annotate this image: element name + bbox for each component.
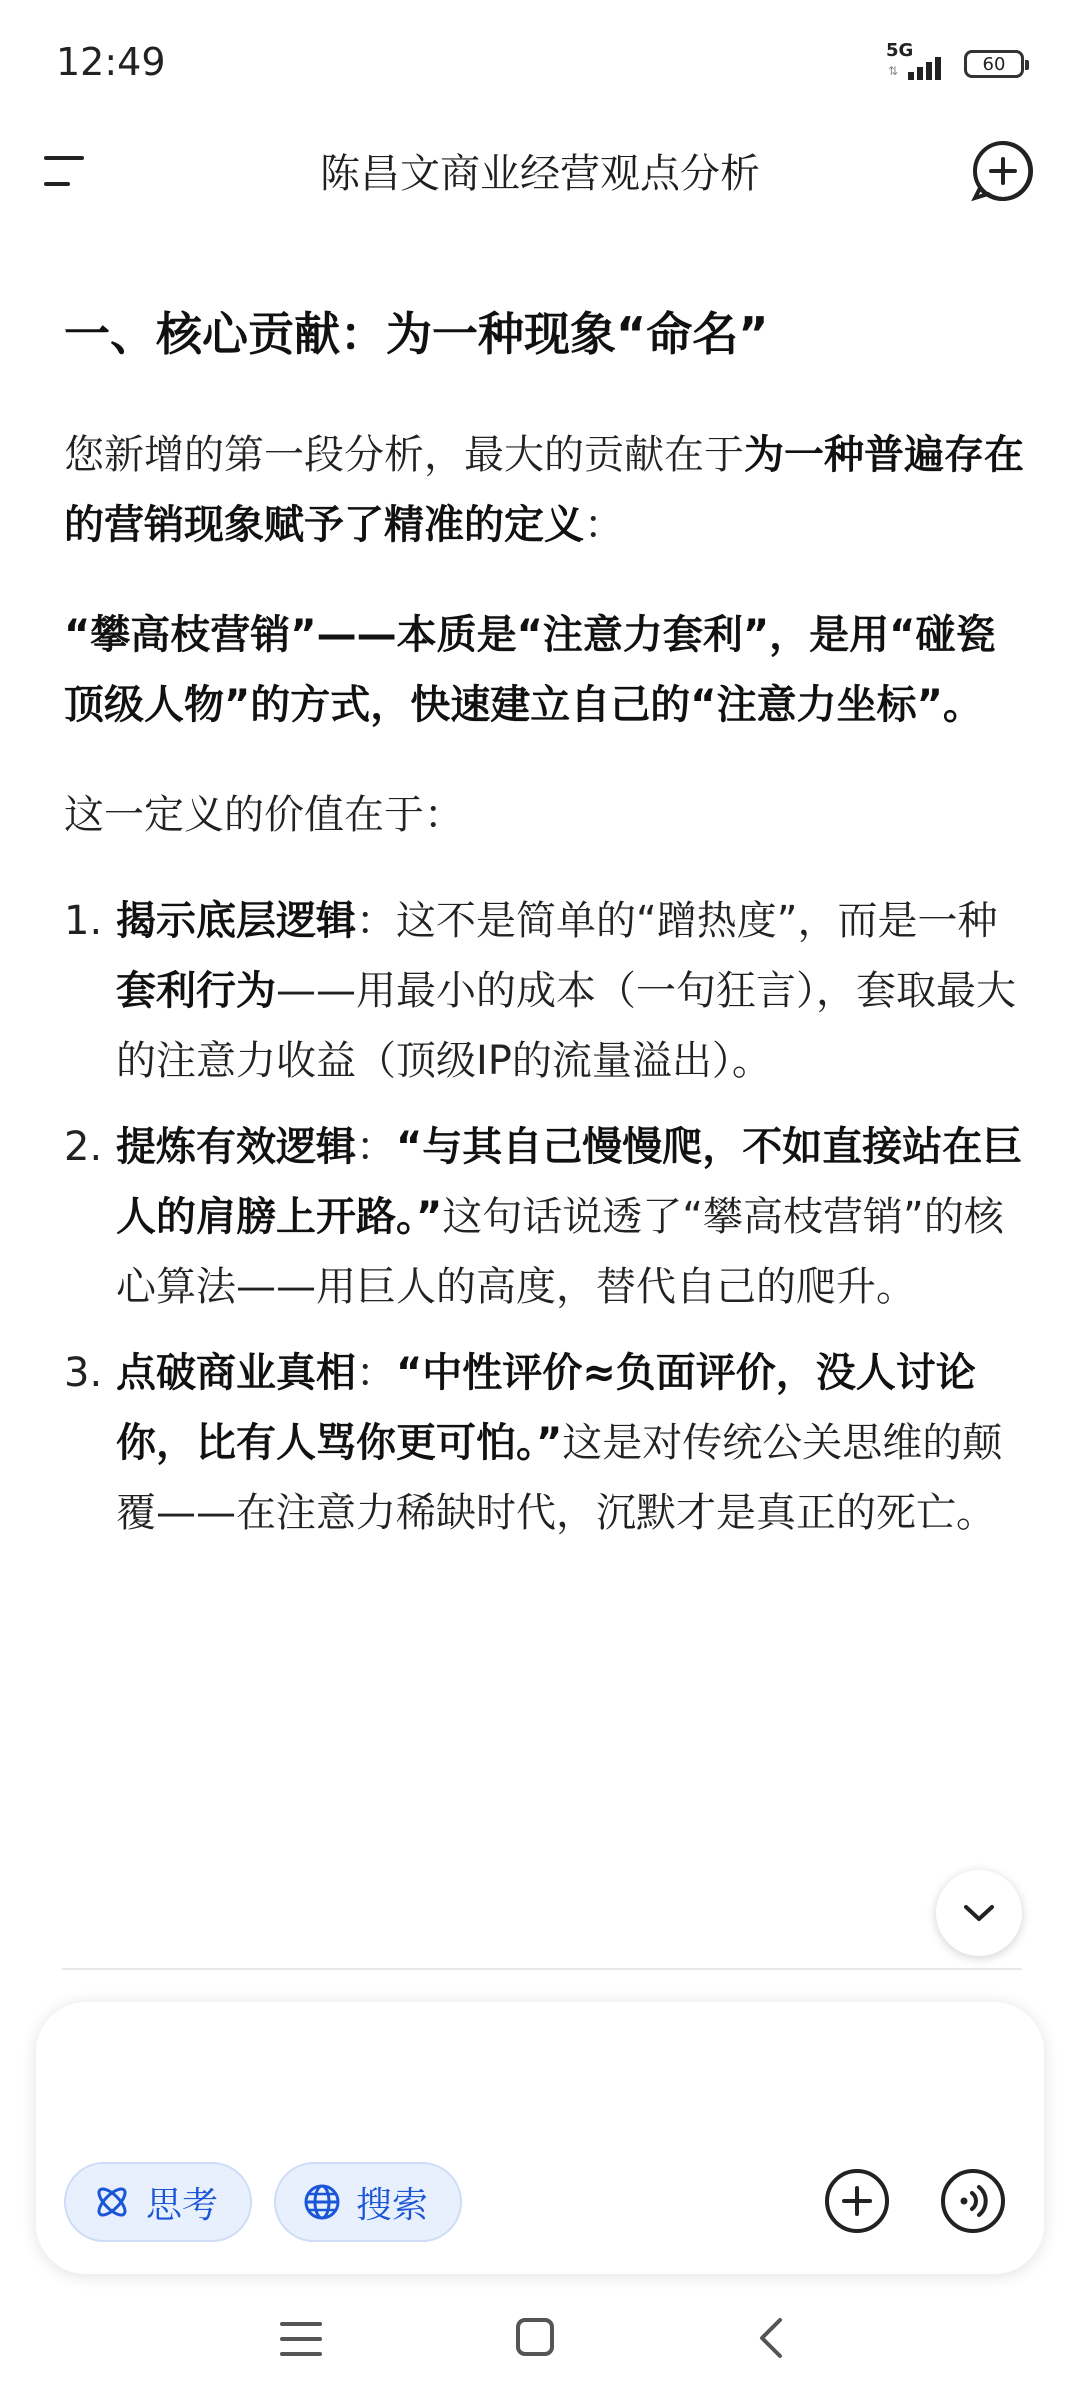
search-button[interactable] xyxy=(274,2162,462,2242)
atom-icon xyxy=(92,2182,132,2222)
points-list xyxy=(64,886,1024,1548)
list-item xyxy=(64,1112,1024,1322)
home-button[interactable] xyxy=(516,2318,554,2356)
status-time: 12:49 xyxy=(56,40,166,84)
point-quote: “中性评价≈负面评价，没人讨论你，比有人骂你更可怕。” xyxy=(116,1350,976,1466)
definition-paragraph xyxy=(64,600,1024,740)
intro-colon: ： xyxy=(584,502,624,548)
think-button[interactable] xyxy=(64,2162,252,2242)
status-icons xyxy=(886,40,1024,84)
point-text: 这句话说透了“攀高枝营销”的核心算法——用巨人的高度，替代自己的爬升。 xyxy=(116,1194,1004,1310)
point-quote: “与其自己慢慢爬，不如直接站在巨人的肩膀上开路。” xyxy=(116,1124,1023,1240)
back-button[interactable] xyxy=(752,2316,792,2360)
message-input[interactable] xyxy=(80,2046,904,2108)
chevron-down-icon xyxy=(962,1903,996,1923)
point-text: 这不是简单的“蹭热度”，而是一种 xyxy=(396,898,998,944)
intro-emphasis: 为一种普遍存在的营销现象赋予了精准的定义 xyxy=(64,432,1024,548)
list-number: 3. xyxy=(64,1350,103,1396)
add-attachment-button[interactable] xyxy=(822,2166,892,2236)
data-arrows-icon: ⇅ xyxy=(888,64,899,78)
value-intro: 这一定义的价值在于： xyxy=(64,792,464,838)
search-label: 搜索 xyxy=(356,2184,429,2226)
think-label: 思考 xyxy=(146,2184,219,2226)
point-emphasis: 套利行为 xyxy=(116,968,276,1014)
battery-icon xyxy=(964,50,1024,78)
list-number: 2. xyxy=(64,1124,103,1170)
recent-apps-button[interactable] xyxy=(280,2320,322,2358)
page-title: 陈昌文商业经营观点分析 xyxy=(320,151,760,197)
point-colon: ： xyxy=(356,898,396,944)
point-colon: ： xyxy=(356,1124,396,1170)
back-icon xyxy=(752,2316,792,2360)
section-heading: 一、核心贡献：为一种现象“命名” xyxy=(64,307,769,361)
plus-icon xyxy=(822,2166,892,2236)
point-title: 点破商业真相 xyxy=(116,1350,356,1396)
point-title: 揭示底层逻辑 xyxy=(116,898,356,944)
voice-button[interactable] xyxy=(938,2166,1008,2236)
message-content xyxy=(64,300,1024,1564)
divider xyxy=(62,1968,1022,1970)
intro-text: 您新增的第一段分析，最大的贡献在于 xyxy=(64,432,744,478)
network-type: 5G xyxy=(886,40,914,61)
signal-icon xyxy=(886,40,950,84)
scroll-down-button[interactable] xyxy=(936,1870,1022,1956)
definition-text: “攀高枝营销”——本质是“注意力套利”，是用“碰瓷顶级人物”的方式，快速建立自己的“注意力坐标”。 xyxy=(64,612,996,728)
point-title: 提炼有效逻辑 xyxy=(116,1124,356,1170)
point-text: ——用最小的成本（一句狂言），套取最大的注意力收益（顶级IP的流量溢出）。 xyxy=(116,968,1016,1084)
battery-level: 60 xyxy=(982,53,1006,75)
intro-paragraph xyxy=(64,420,1024,560)
status-bar xyxy=(0,0,1080,130)
point-colon: ： xyxy=(356,1350,396,1396)
globe-icon xyxy=(302,2182,342,2222)
list-item xyxy=(64,886,1024,1096)
list-item xyxy=(64,1338,1024,1548)
list-number: 1. xyxy=(64,898,103,944)
composer xyxy=(36,2002,1044,2274)
point-text: 这是对传统公关思维的颠覆——在注意力稀缺时代，沉默才是真正的死亡。 xyxy=(116,1420,1003,1536)
new-chat-icon[interactable] xyxy=(970,138,1036,204)
voice-icon xyxy=(938,2166,1008,2236)
